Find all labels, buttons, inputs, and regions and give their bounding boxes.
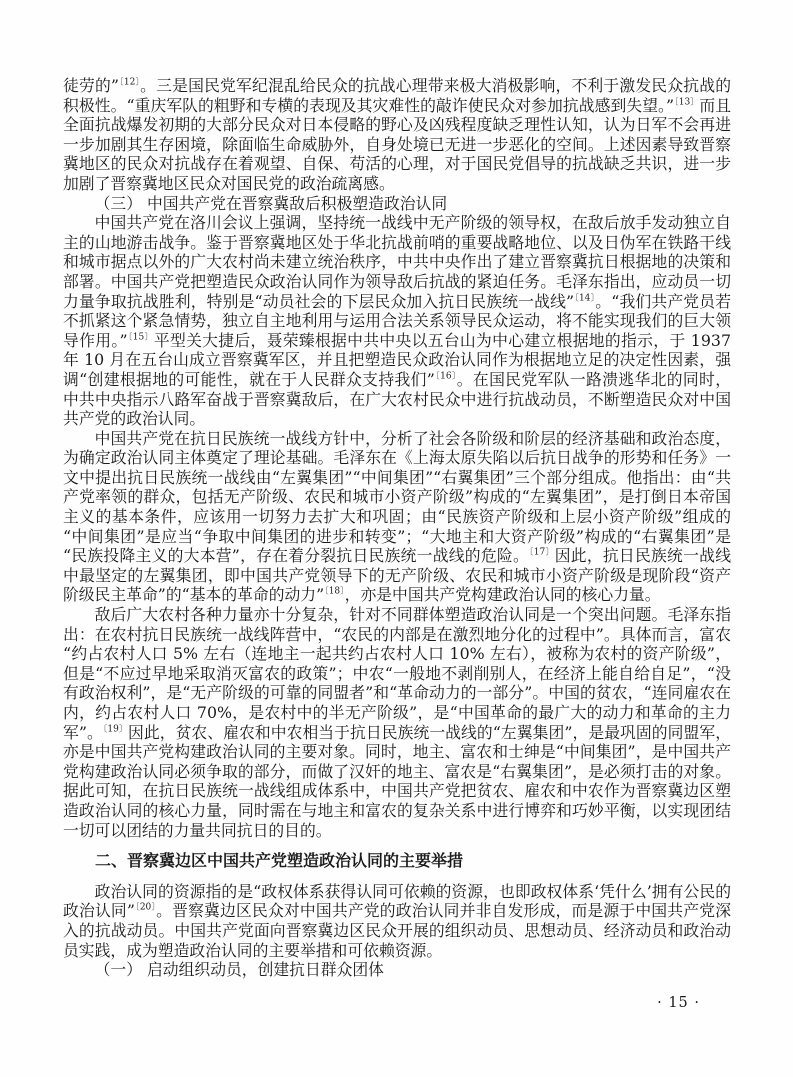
page-number: · 15 · bbox=[657, 995, 700, 1011]
paragraph: 中国共产党在抗日民族统一战线方针中，分析了社会各阶级和阶层的经济基础和政治态度，为确定政治认同主体奠定了理论基础。毛泽东在《上海太原失陷以后抗日战争的形势和任务》一文中提出抗日民族统一战线由“左翼集团”“中间集团”“右翼集团”三个部分组成。他指出：由“共产党率领的群众，包括无产阶级、农民和城市小资产阶级”构成的“左翼集团”，是打倒日本帝国主义的基本条件，应该用一切努力去扩大和巩固；由“民族资产阶级和上层小资产阶级”组成的“中间集团”是应当“争取中间集团的进步和转变”；“大地主和大资产阶级”构成的“右翼集团”是“民族投降主义的大本营”，存在着分裂抗日民族统一战线的危险。$^{〔17〕}$因此，抗日民族统一战线中最坚定的左翼集团，即中国共产党领导下的无产阶级、农民和城市小资产阶级是现阶段“资产阶级民主革命”的“基本的革命的动力”$^{〔18〕}$，亦是中国共产党构建政治认同的核心力量。 bbox=[63, 428, 731, 605]
sub-heading-1: （一） 启动组织动员，创建抗日群众团体 bbox=[94, 960, 384, 980]
footnote-ref: 〔14〕 bbox=[574, 293, 596, 304]
paragraph: 中国共产党在洛川会议上强调，坚持统一战线中无产阶级的领导权，在敌后放手发动独立自主的山地游击战争。鉴于晋察冀地区处于华北抗战前哨的重要战略地位、以及日伪军在铁路干线和城市据点以外的广大农村尚未建立统治秩序，中共中央作出了建立晋察冀抗日根据地的决策和部署。中国共产党把塑造民众政治认同作为领导敌后抗战的紧迫任务。毛泽东指出，应动员一切力量争取抗战胜利，特别是“动员社会的下层民众加入抗日民族统一战线”$^{〔14〕}$。“我们共产党员若不抓紧这个紧急情势，独立自主地利用与运用合法关系领导民众运动，将不能实现我们的巨大领导作用。”$^{〔15〕}$平型关大捷后，聂荣臻根据中共中央以五台山为中心建立根据地的指示，于 1937 年 10 月在五台山成立晋察冀军区，并且把塑造民众政治认同作为根据地立足的决定性因素，强调“创建根据地的可能性，就在于人民群众支持我们”$^{〔16〕}$。在国民党军队一路溃逃华北的同时，中共中央指示八路军奋战于晋察冀敌后，在广大农村民众中进行抗战动员，不断塑造民众对中国共产党的政治认同。 bbox=[63, 213, 732, 429]
footnote-ref: 〔15〕 bbox=[127, 332, 154, 343]
footnote-ref: 〔20〕 bbox=[134, 903, 157, 914]
article-text bbox=[63, 76, 731, 980]
footnote-ref: 〔18〕 bbox=[324, 587, 345, 598]
footnote-ref: 〔16〕 bbox=[434, 371, 457, 382]
paragraph-continuation: 徒劳的”$^{〔12〕}$。三是国民党军纪混乱给民众的抗战心理带来极大消极影响，不利于激发民众抗战的积极性。“重庆军队的粗野和专横的表现及其灾难性的敲诈使民众对参加抗战感到失望。”$^{〔13〕}$而且全面抗战爆发初期的大部分民众对日本侵略的野心及凶残程度缺乏理性认知，认为日军不会再进一步加剧其生存困境，除面临生命威胁外，自身处境已无进一步恶化的空间。上述因素导致晋察冀地区的民众对抗战存在着观望、自保、苟活的心理，对于国民党倡导的抗战缺乏共识，进一步加剧了晋察冀地区民众对国民党的政治疏离感。 bbox=[63, 76, 732, 193]
paragraph: 政治认同的资源指的是“政权体系获得认同可依赖的资源，也即政权体系‘凭什么’拥有公民的政治认同”$^{〔20〕}$。晋察冀边区民众对中国共产党的政治认同并非自发形成，而是源于中国共产党深入的抗战动员。中国共产党面向晋察冀边区民众开展的组织动员、思想动员、经济动员和政治动员实践，成为塑造政治认同的主要举措和可依赖资源。 bbox=[63, 881, 731, 960]
footnote-ref: 〔17〕 bbox=[529, 547, 555, 558]
footnote-ref: 〔19〕 bbox=[102, 724, 128, 735]
paragraph: 敌后广大农村各种力量亦十分复杂，针对不同群体塑造政治认同是一个突出问题。毛泽东指出：在农村抗日民族统一战线阵营中，“农民的内部是在激烈地分化的过程中”。具体而言，富农“约占农村人口 5% 左右（连地主一起共约占农村人口 10% 左右），被称为农村的资产阶级”，但是“不应过早地采取消灭富农的政策”；中农“一般地不剥削别人，在经济上能自给自足”，“没有政治权利”，是“无产阶级的可靠的同盟者”和“革命动力的一部分”。中国的贫农，“连同雇农在内，约占农村人口 70%，是农村中的半无产阶级”，是“中国革命的最广大的动力和革命的主力军”。$^{〔19〕}$因此，贫农、雇农和中农相当于抗日民族统一战线的“左翼集团”，是最巩固的同盟军，亦是中国共产党构建政治认同的主要对象。同时，地主、富农和士绅是“中间集团”，是中国共产党构建政治认同必须争取的部分，而做了汉奸的地主、富农是“右翼集团”，是必须打击的对象。据此可知，在抗日民族统一战线组成体系中，中国共产党把贫农、雇农和中农作为晋察冀边区塑造政治认同的核心力量，同时需在与地主和富农的复杂关系中进行博弈和巧妙平衡，以实现团结一切可以团结的力量共同抗日的目的。 bbox=[63, 605, 731, 840]
sub-heading-3: （三） 中国共产党在晋察冀敌后积极塑造政治认同 bbox=[94, 193, 448, 213]
section-heading-2: 二、晋察冀边区中国共产党塑造政治认同的主要举措 bbox=[95, 851, 464, 871]
footnote-ref: 〔12〕 bbox=[119, 77, 141, 88]
footnote-ref: 〔13〕 bbox=[674, 97, 700, 108]
